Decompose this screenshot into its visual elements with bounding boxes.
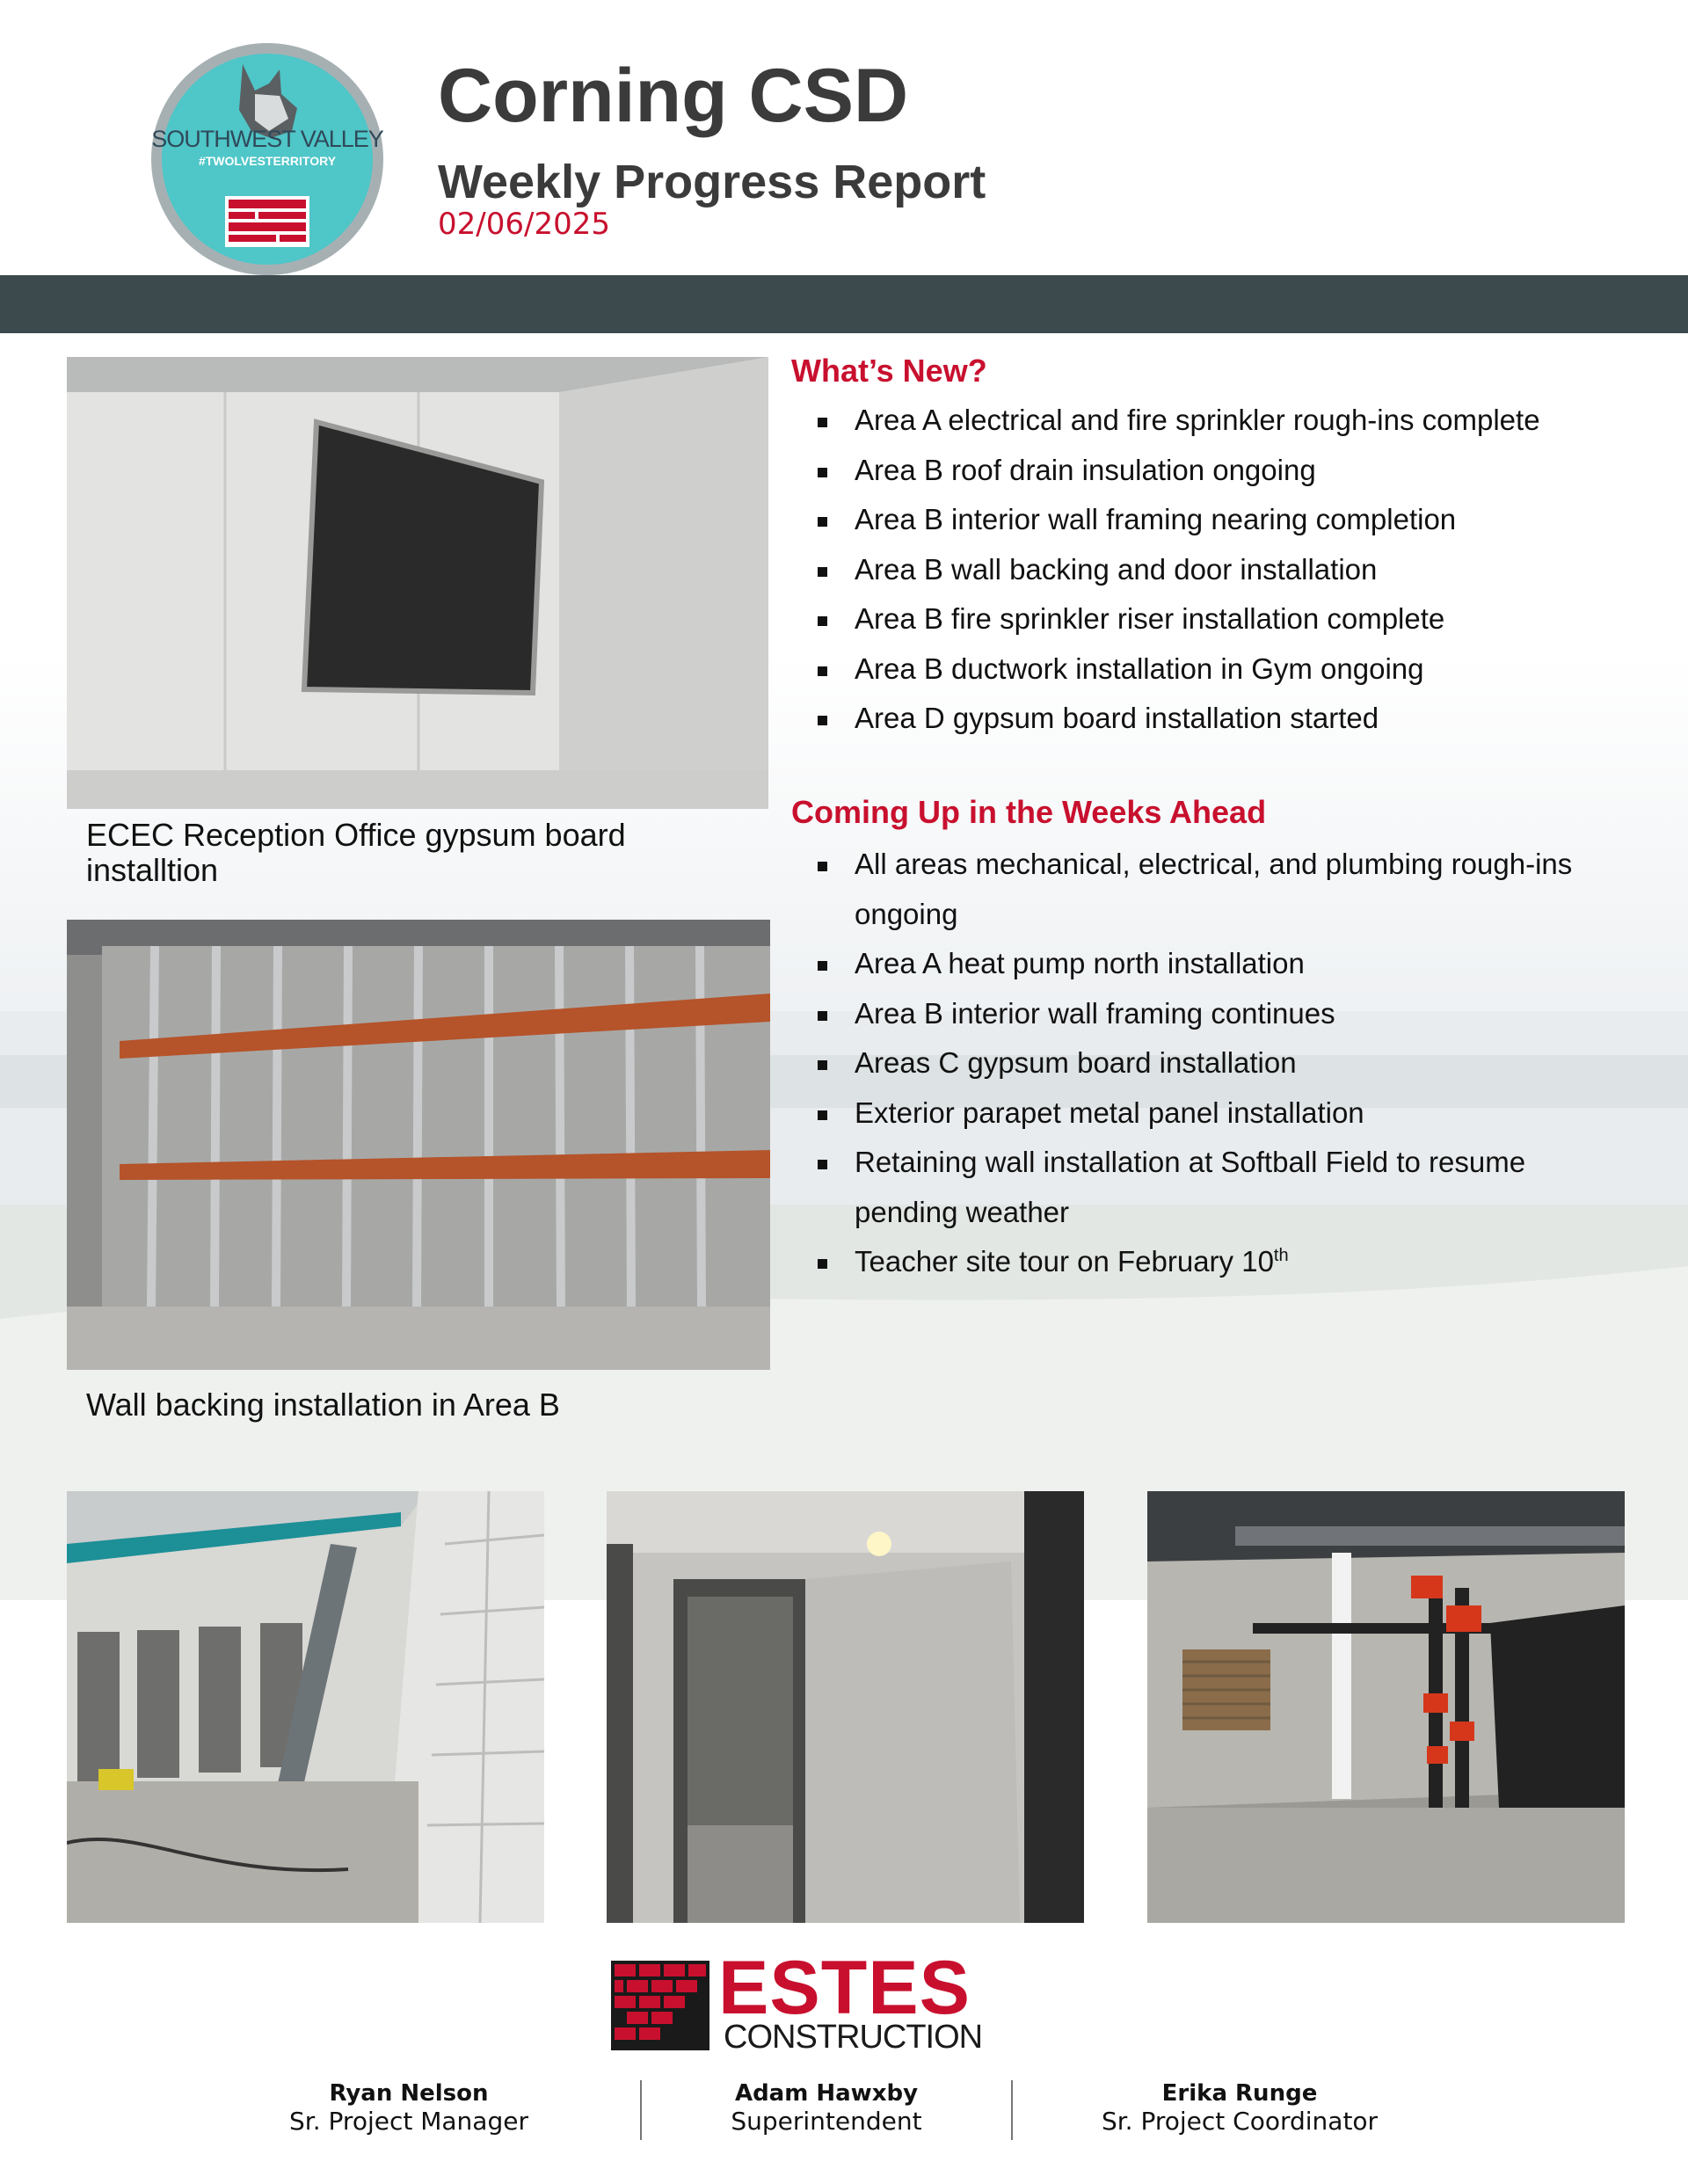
contact-name: Ryan Nelson: [329, 2080, 489, 2107]
list-item: Area A electrical and fire sprinkler rough-ins complete: [791, 396, 1670, 446]
list-item: Retaining wall installation at Softball Field to resume pending weather: [791, 1138, 1635, 1237]
photo-corridor-block-wall: [67, 1491, 544, 1923]
photo-wall-backing: [67, 920, 770, 1370]
company-name: ESTES: [718, 1946, 971, 2030]
list-item: Area A heat pump north installation: [791, 939, 1635, 989]
list-item: Area B roof drain insulation ongoing: [791, 446, 1670, 496]
list-item: Area B wall backing and door installation: [791, 545, 1670, 595]
logo-text-line2: #TWOLVESTERRITORY: [198, 154, 337, 168]
contact-ryan-nelson: [224, 2080, 593, 2137]
list-item: Area B interior wall framing nearing completion: [791, 495, 1670, 545]
list-item-text: Teacher site tour on February 10: [855, 1245, 1274, 1278]
contact-role: Sr. Project Manager: [289, 2107, 528, 2136]
photo1-caption: ECEC Reception Office gypsum board installtion: [86, 817, 626, 888]
list-item: Area B interior wall framing continues: [791, 989, 1635, 1039]
page-subtitle: Weekly Progress Report: [438, 156, 986, 208]
list-item: Areas C gypsum board installation: [791, 1038, 1635, 1088]
list-item: Exterior parapet metal panel installation: [791, 1088, 1635, 1139]
page-title: Corning CSD: [438, 54, 909, 138]
photo-door-frame: [607, 1491, 1084, 1923]
school-logo: [148, 40, 387, 279]
list-item-superscript: th: [1273, 1246, 1289, 1265]
estes-brick-icon: [611, 1961, 709, 2050]
estes-construction-logo: [611, 1946, 1081, 2056]
company-subtitle: CONSTRUCTION: [724, 2019, 983, 2056]
footer-divider: [1011, 2080, 1013, 2140]
list-item: Area D gypsum board installation started: [791, 694, 1670, 744]
coming-up-heading: Coming Up in the Weeks Ahead: [791, 794, 1267, 830]
list-item: Area B fire sprinkler riser installation complete: [791, 594, 1670, 644]
photo-reception-office: [67, 357, 768, 809]
photo2-caption: Wall backing installation in Area B: [86, 1387, 560, 1423]
contact-role: Sr. Project Coordinator: [1101, 2107, 1379, 2136]
list-item: Area B ductwork installation in Gym ongoing: [791, 644, 1670, 695]
list-item: [791, 1237, 1635, 1287]
list-item: All areas mechanical, electrical, and plumbing rough-ins ongoing: [791, 840, 1635, 939]
contact-adam-hawxby: [642, 2080, 1011, 2137]
header-band: [0, 275, 1688, 333]
contact-name: Adam Hawxby: [734, 2080, 919, 2107]
whats-new-list: [791, 396, 1670, 744]
logo-text-line1: SOUTHWEST VALLEY: [151, 126, 383, 152]
coming-up-list: [791, 840, 1635, 1287]
photo-sprinkler-riser: [1147, 1491, 1625, 1923]
whats-new-heading: What’s New?: [791, 353, 987, 389]
contact-erika-runge: [1055, 2080, 1424, 2137]
contact-name: Erika Runge: [1161, 2080, 1318, 2107]
contact-role: Superintendent: [731, 2107, 922, 2136]
report-date: 02/06/2025: [438, 207, 610, 242]
